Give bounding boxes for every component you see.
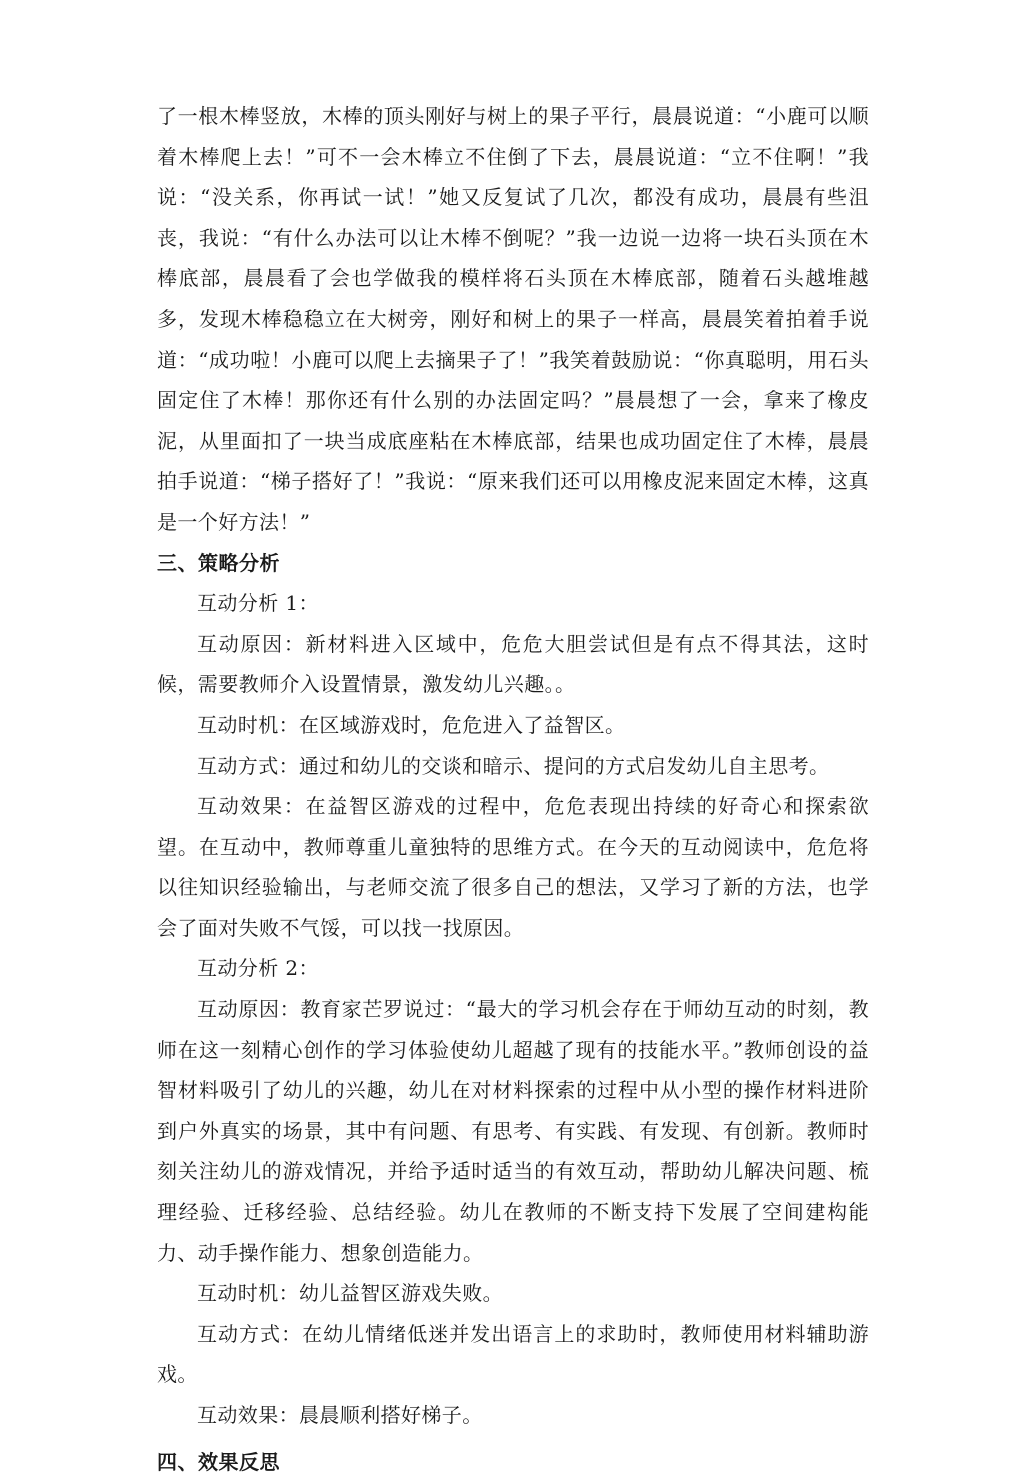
narrative-paragraph: 了一根木棒竖放，木棒的顶头刚好与树上的果子平行，晨晨说道：“小鹿可以顺着木棒爬上去！”可不一会木棒立不住倒了下去，晨晨说道：“立不住啊！”我说：“没关系，你再试一试！”她又反复试了几次，都没有成功，晨晨有些沮丧，我说：“有什么办法可以让木棒不倒呢？”我一边说一边将一块石头顶在木棒底部，晨晨看了会也学做我的模样将石头顶在木棒底部，随着石头越堆越多，发现木棒稳稳立在大树旁，刚好和树上的果子一样高，晨晨笑着拍着手说道：“成功啦！小鹿可以爬上去摘果子了！”我笑着鼓励说：“你真聪明，用石头固定住了木棒！那你还有什么别的办法固定吗？”晨晨想了一会，拿来了橡皮泥，从里面扣了一块当成底座粘在木棒底部，结果也成功固定住了木棒，晨晨拍手说道：“梯子搭好了！”我说：“原来我们还可以用橡皮泥来固定木棒，这真是一个好方法！”	[157, 104, 869, 534]
analysis-1-timing: 互动时机：在区域游戏时，危危进入了益智区。	[197, 712, 626, 737]
analysis-2-effect: 互动效果：晨晨顺利搭好梯子。	[197, 1403, 483, 1427]
analysis-1-effect: 互动效果：在益智区游戏的过程中，危危表现出持续的好奇心和探索欲望。在互动中，教师尊重儿童独特的思维方式。在今天的互动阅读中，危危将以往知识经验输出，与老师交流了很多自己的想法，又学习了新的方法，也学会了面对失败不气馁，可以找一找原因。	[157, 794, 869, 940]
section-heading-strategy-analysis: 三、策略分析	[157, 550, 280, 575]
analysis-1-method: 互动方式：通过和幼儿的交谈和暗示、提问的方式启发幼儿自主思考。	[197, 753, 830, 778]
document-page	[157, 96, 869, 1482]
interaction-analysis-2	[157, 948, 869, 1435]
analysis-2-timing: 互动时机：幼儿益智区游戏失败。	[197, 1281, 503, 1306]
section-heading-effect-reflection: 四、效果反思	[157, 1449, 280, 1474]
analysis-1-title: 互动分析 1：	[197, 591, 319, 616]
interaction-analysis-1	[157, 583, 869, 948]
analysis-2-reason: 互动原因：教育家芒罗说过：“最大的学习机会存在于师幼互动的时刻，教师在这一刻精心创作的学习体验使幼儿超越了现有的技能水平。”教师创设的益智材料吸引了幼儿的兴趣，幼儿在对材料探索的过程中从小型的操作材料进阶到户外真实的场景，其中有问题、有思考、有实践、有发现、有创新。教师时刻关注幼儿的游戏情况，并给予适时适当的有效互动，帮助幼儿解决问题、梳理经验、迁移经验、总结经验。幼儿在教师的不断支持下发展了空间建构能力、动手操作能力、想象创造能力。	[157, 997, 869, 1265]
analysis-2-title: 互动分析 2：	[197, 956, 319, 981]
analysis-2-method: 互动方式：在幼儿情绪低迷并发出语言上的求助时，教师使用材料辅助游戏。	[157, 1321, 869, 1387]
analysis-1-reason: 互动原因：新材料进入区域中，危危大胆尝试但是有点不得其法，这时候，需要教师介入设置情景，激发幼儿兴趣。。	[157, 631, 869, 697]
